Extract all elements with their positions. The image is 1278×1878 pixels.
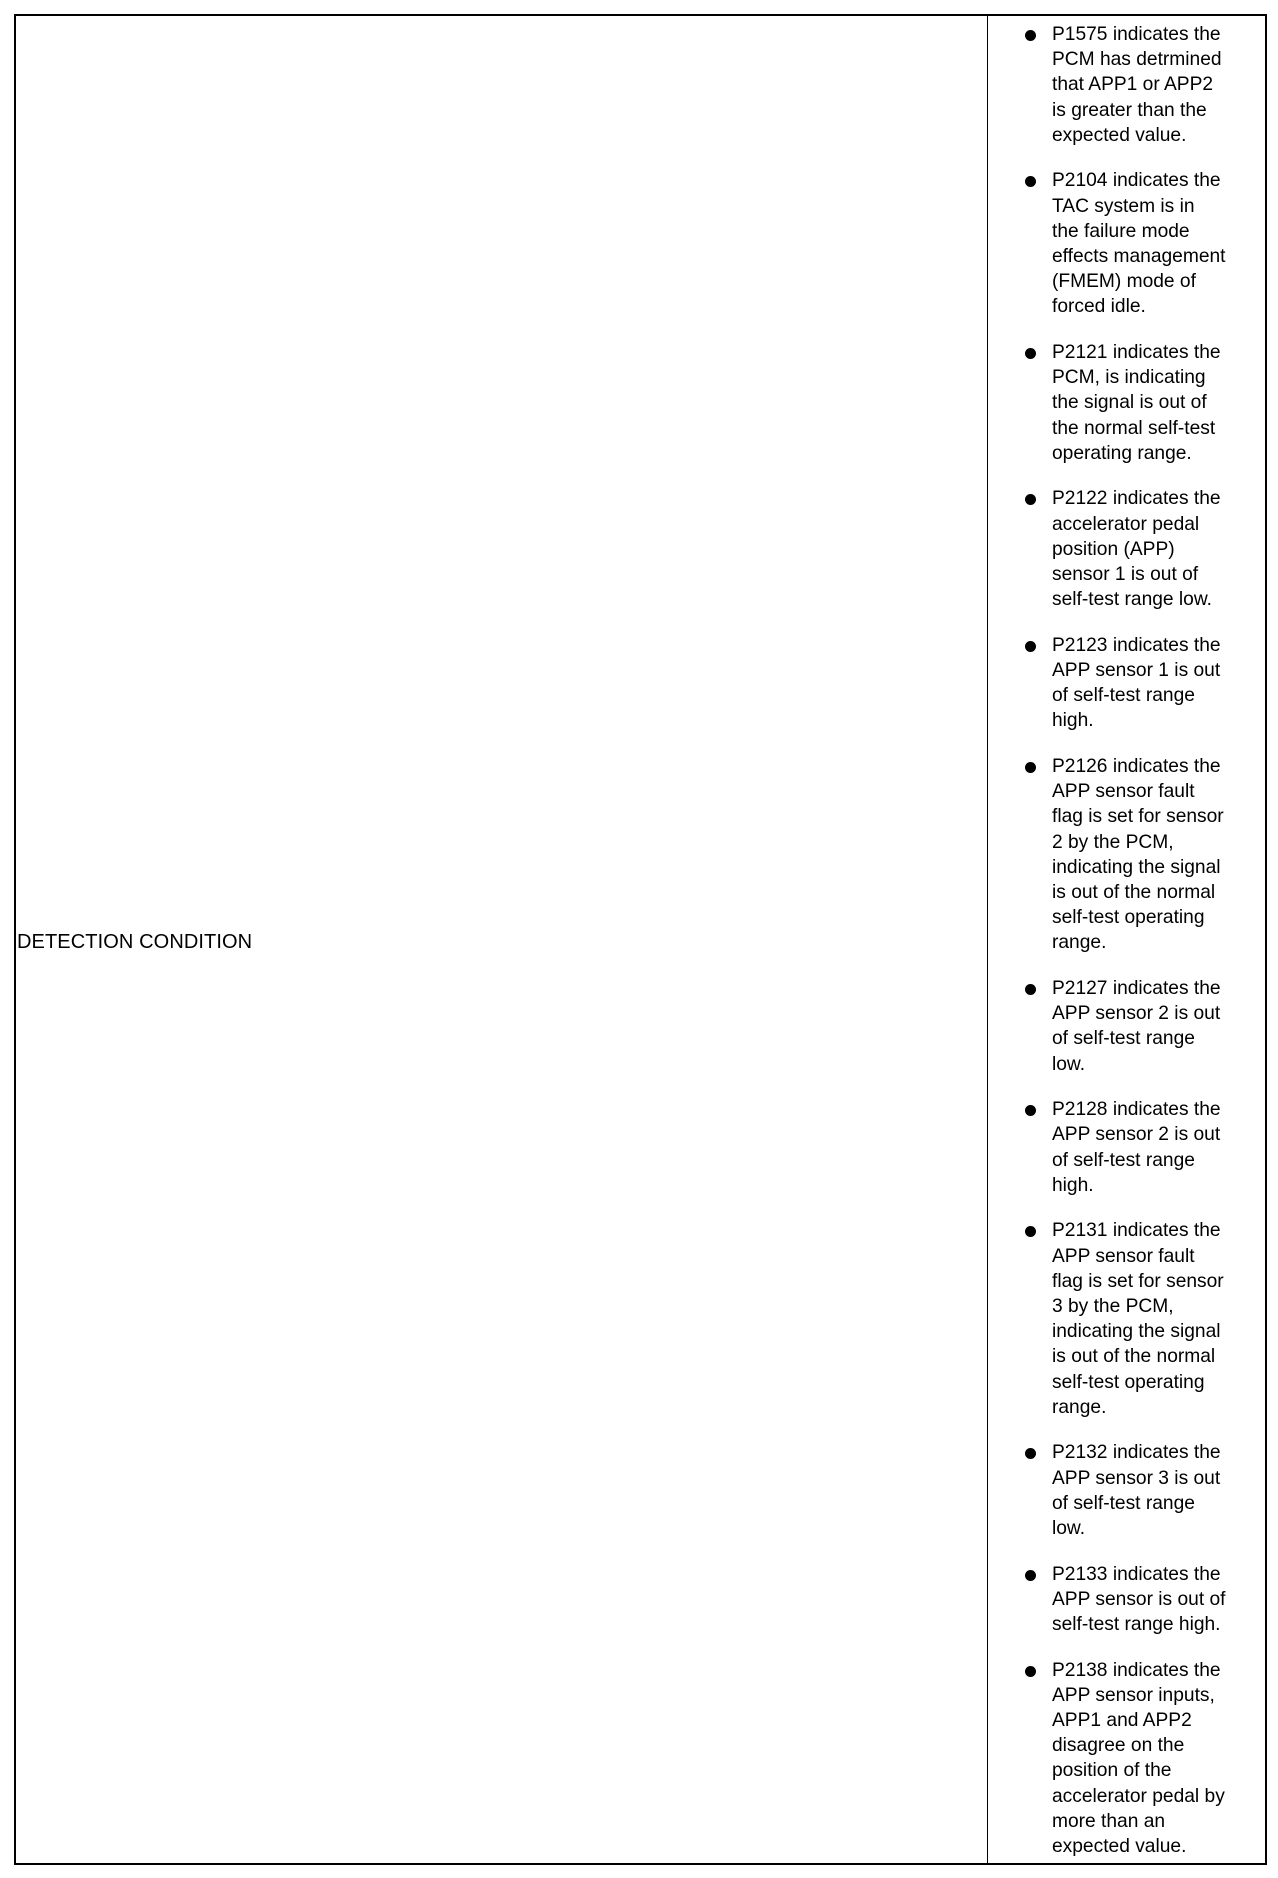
bullet-icon (1025, 494, 1036, 505)
content-cell (988, 16, 1265, 1863)
dtc-description-line: self-test operating (1052, 1371, 1205, 1393)
dtc-description-line: P1575 indicates the (1052, 24, 1221, 45)
dtc-description-line: accelerator pedal by (1052, 1785, 1225, 1807)
dtc-description-line: (FMEM) mode of (1052, 271, 1196, 293)
bullet-icon (1025, 1105, 1036, 1116)
dtc-description-line: PCM, is indicating (1052, 367, 1206, 389)
dtc-description-line: 3 by the PCM, (1052, 1296, 1174, 1318)
dtc-description-line: of self-test range (1052, 1149, 1195, 1171)
bullet-icon (1025, 1570, 1036, 1581)
dtc-description-line: P2128 indicates the (1052, 1099, 1221, 1121)
dtc-description-line: low. (1052, 1053, 1086, 1075)
dtc-description-line: position (APP) (1052, 538, 1175, 560)
dtc-description-line: PCM has detrmined (1052, 49, 1222, 71)
dtc-description-line: self-test operating (1052, 907, 1205, 929)
dtc-description-line: accelerator pedal (1052, 513, 1200, 535)
dtc-description-line: operating range. (1052, 442, 1192, 464)
dtc-description-line: of self-test range (1052, 685, 1195, 707)
label-cell (16, 16, 988, 1863)
dtc-description-line: P2126 indicates the (1052, 756, 1221, 778)
dtc-list-item (1025, 486, 1265, 612)
dtc-description-line: that APP1 or APP2 (1052, 74, 1214, 96)
dtc-description-line: self-test range low. (1052, 589, 1212, 611)
dtc-description-line: range. (1052, 1396, 1107, 1418)
detection-condition-label: DETECTION CONDITION (17, 930, 253, 953)
dtc-description-line: P2133 indicates the (1052, 1563, 1221, 1585)
dtc-description-line: range. (1052, 932, 1107, 954)
dtc-description-line: APP sensor 1 is out (1052, 660, 1221, 682)
bullet-icon (1025, 641, 1036, 652)
dtc-description-line: APP sensor 3 is out (1052, 1467, 1221, 1489)
dtc-description-line: APP sensor 2 is out (1052, 1003, 1221, 1025)
dtc-description-line: APP sensor 2 is out (1052, 1124, 1221, 1146)
dtc-description-line: effects management (1052, 246, 1226, 268)
dtc-description-line: 2 by the PCM, (1052, 831, 1174, 853)
dtc-description-line: the normal self-test (1052, 417, 1216, 439)
dtc-description-line: high. (1052, 710, 1094, 732)
dtc-description-line: low. (1052, 1518, 1086, 1540)
dtc-description-line: flag is set for sensor (1052, 1270, 1224, 1292)
dtc-description-line: APP sensor is out of (1052, 1588, 1226, 1610)
bullet-icon (1025, 984, 1036, 995)
dtc-list-item (1025, 340, 1265, 466)
dtc-list-item (1025, 633, 1265, 734)
dtc-description-line: P2104 indicates the (1052, 170, 1221, 192)
dtc-description-line: is out of the normal (1052, 1346, 1216, 1368)
bullet-icon (1025, 1448, 1036, 1459)
bullet-icon (1025, 762, 1036, 773)
dtc-description-line: APP sensor fault (1052, 1245, 1195, 1267)
dtc-description-line: position of the (1052, 1760, 1172, 1782)
dtc-list-item (1025, 1440, 1265, 1541)
dtc-description-line: forced idle. (1052, 296, 1146, 318)
dtc-description-line: TAC system is in (1052, 195, 1195, 217)
dtc-list-item (1025, 1562, 1265, 1638)
bullet-icon (1025, 1666, 1036, 1677)
dtc-description-line: P2122 indicates the (1052, 488, 1221, 510)
dtc-description-line: P2123 indicates the (1052, 634, 1221, 656)
dtc-description-line: is out of the normal (1052, 882, 1216, 904)
dtc-list-item (1025, 976, 1265, 1077)
dtc-list-item (1025, 1097, 1265, 1198)
bullet-icon (1025, 30, 1036, 41)
dtc-description-line: P2127 indicates the (1052, 978, 1221, 1000)
dtc-description-line: flag is set for sensor (1052, 806, 1224, 828)
bullet-icon (1025, 348, 1036, 359)
dtc-description-line: indicating the signal (1052, 1321, 1221, 1343)
dtc-description-line: APP1 and APP2 (1052, 1710, 1192, 1732)
dtc-description-line: P2131 indicates the (1052, 1220, 1221, 1242)
dtc-description-line: the signal is out of (1052, 392, 1207, 414)
dtc-bullet-list (1025, 22, 1265, 1859)
dtc-description-line: of self-test range (1052, 1492, 1195, 1514)
detection-condition-table (14, 14, 1267, 1865)
dtc-description-line: of self-test range (1052, 1028, 1195, 1050)
dtc-description-line: more than an (1052, 1810, 1166, 1832)
dtc-description-line: APP sensor fault (1052, 781, 1195, 803)
dtc-list-item (1025, 22, 1265, 148)
dtc-list-item (1025, 754, 1265, 956)
dtc-description-line: high. (1052, 1174, 1094, 1196)
dtc-description-line: P2138 indicates the (1052, 1659, 1221, 1681)
dtc-description-line: expected value. (1052, 124, 1187, 146)
dtc-description-line: expected value. (1052, 1836, 1187, 1858)
dtc-description-line: self-test range high. (1052, 1614, 1221, 1636)
bullet-icon (1025, 176, 1036, 187)
dtc-description-line: sensor 1 is out of (1052, 564, 1199, 586)
dtc-description-line: P2132 indicates the (1052, 1442, 1221, 1464)
bullet-icon (1025, 1226, 1036, 1237)
dtc-description-line: the failure mode (1052, 220, 1190, 242)
dtc-list-item (1025, 1218, 1265, 1420)
dtc-list-item (1025, 1658, 1265, 1860)
dtc-description-line: is greater than the (1052, 99, 1207, 121)
dtc-description-line: P2121 indicates the (1052, 342, 1221, 364)
dtc-description-line: APP sensor inputs, (1052, 1684, 1215, 1706)
dtc-description-line: indicating the signal (1052, 856, 1221, 878)
dtc-description-line: disagree on the (1052, 1735, 1185, 1757)
dtc-list-item (1025, 168, 1265, 319)
